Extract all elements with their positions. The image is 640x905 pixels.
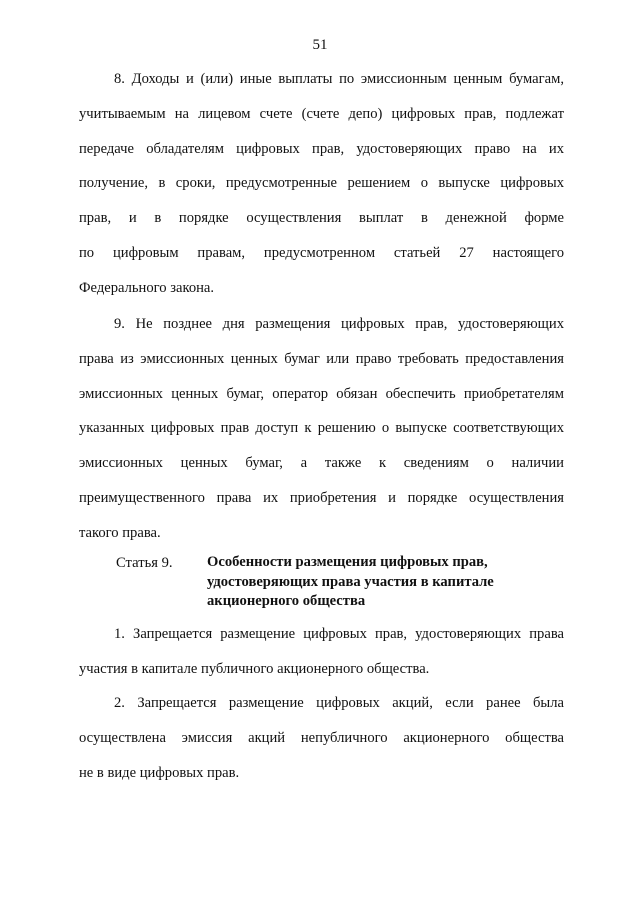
paragraph-line: 1. Запрещается размещение цифровых прав, удостоверяющих права bbox=[114, 626, 564, 642]
paragraph-line: такого права. bbox=[79, 524, 161, 541]
article-title-line: удостоверяющих права участия в капитале bbox=[207, 573, 494, 590]
paragraph-line: 2. Запрещается размещение цифровых акций, если ранее была bbox=[114, 695, 564, 711]
paragraph-9 bbox=[79, 307, 564, 551]
paragraph-line: преимущественного права их приобретения и порядке осуществления bbox=[79, 489, 564, 506]
article-heading bbox=[116, 553, 566, 612]
paragraph-line: 8. Доходы и (или) иные выплаты по эмиссионным ценным бумагам, bbox=[114, 71, 564, 87]
article-title-line: акционерного общества bbox=[207, 593, 366, 609]
paragraph-line: указанных цифровых прав доступ к решению о выпуске соответствующих bbox=[79, 420, 564, 437]
article-9-part-2 bbox=[79, 686, 564, 790]
paragraph-line: Федерального закона. bbox=[79, 279, 215, 296]
paragraph-line: осуществлена эмиссия акций непубличного акционерного общества bbox=[79, 729, 564, 746]
article-title bbox=[207, 553, 494, 612]
article-label: Статья 9. bbox=[116, 555, 173, 571]
paragraph-line: получение, в сроки, предусмотренные решением о выпуске цифровых bbox=[79, 175, 564, 192]
paragraph-line: прав, и в порядке осуществления выплат в денежной форме bbox=[79, 210, 564, 227]
article-9-part-1 bbox=[79, 617, 564, 687]
paragraph-line: по цифровым правам, предусмотренном статьей 27 настоящего bbox=[79, 244, 564, 261]
paragraph-line: 9. Не позднее дня размещения цифровых прав, удостоверяющих bbox=[114, 316, 564, 332]
page-number: 51 bbox=[312, 37, 328, 53]
paragraph-line: участия в капитале публичного акционерного общества. bbox=[79, 660, 430, 677]
paragraph-line: учитываемым на лицевом счете (счете депо) цифровых прав, подлежат bbox=[79, 105, 564, 122]
paragraph-line: эмиссионных ценных бумаг, оператор обязан обеспечить приобретателям bbox=[79, 385, 564, 402]
paragraph-line: не в виде цифровых прав. bbox=[79, 764, 240, 781]
paragraph-line: эмиссионных ценных бумаг, а также к сведениям о наличии bbox=[79, 455, 564, 472]
article-title-line: Особенности размещения цифровых прав, bbox=[207, 554, 488, 570]
paragraph-8 bbox=[79, 62, 564, 306]
paragraph-line: передаче обладателям цифровых прав, удостоверяющих право на их bbox=[79, 140, 564, 157]
paragraph-line: права из эмиссионных ценных бумаг или право требовать предоставления bbox=[79, 350, 564, 367]
